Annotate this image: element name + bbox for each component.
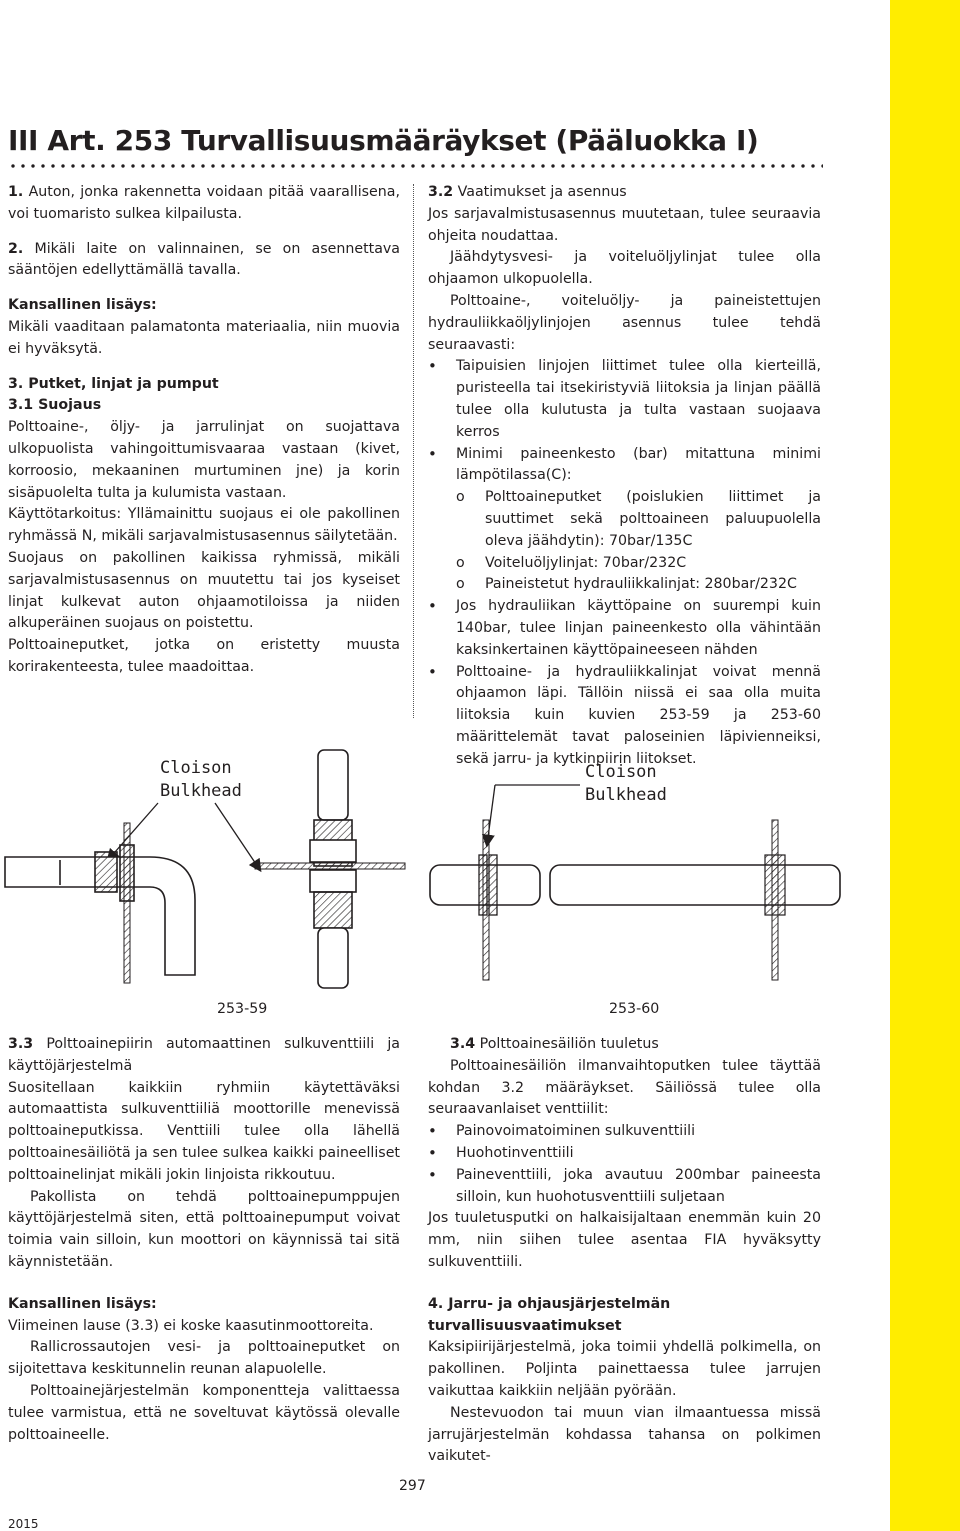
bulkhead-plate — [772, 820, 778, 980]
valve-list — [428, 1121, 821, 1208]
bulkhead-plate — [483, 820, 489, 980]
national-addition-heading: Kansallinen lisäys: — [8, 1295, 157, 1312]
section-3-3-paragraph-2: Pakollista on tehdä polttoainepumppujen käyttöjärjestelmä siten, että polttoainepumput voivat toimia vain silloin, kun moottori on käynnissä tai sitä käynnistetään. — [8, 1188, 400, 1270]
left-column-bottom — [8, 1034, 400, 1446]
left-column-top — [8, 182, 400, 679]
column-divider — [413, 184, 414, 718]
section-3-1-number: 3.1 — [8, 397, 34, 414]
section-3-1-paragraph-3: Suojaus on pakollinen kaikissa ryhmissä, mikäli sarjavalmistusasennus on muutettu tai jos kyseiset linjat kulkevat auton ohjaamotiloissa ja niiden alkuperäinen suojaus on poistettu. — [8, 549, 400, 632]
section-3-4-title: Polttoainesäiliön tuuletus — [479, 1036, 659, 1052]
right-column-top — [428, 182, 821, 771]
label-arrow — [215, 803, 260, 870]
figure-253-60 — [425, 745, 885, 995]
section-3-1-paragraph-1: Polttoaine-, öljy- ja jarrulinjat on suojattava ulkopuolista vahingoittumisvaaraa vastaan (kivet, korroosio, mekaaninen murtuminen jne) ja korin sisäpuolelta tulta ja kulumista vastaan. — [8, 419, 400, 501]
right-column-bottom — [428, 1034, 821, 1468]
figure-number: 253-59 — [217, 1001, 268, 1017]
section-3-1-title: Suojaus — [38, 397, 102, 414]
section-3-1-paragraph-2: Käyttötarkoitus: Yllämainittu suojaus ei ole pakollinen ryhmässä N, mikäli sarjavalmistusasennus säilytetään. — [8, 506, 400, 545]
list-item-text: Minimi paineenkesto (bar) mitattuna minimi lämpötilassa(C): — [456, 445, 821, 484]
section-3-1-paragraph-4: Polttoaineputket, jotka on eristetty muusta korirakenteesta, tulee maadoittaa. — [8, 637, 400, 675]
paragraph-2-text: Mikäli laite on valinnainen, se on asennettava sääntöjen edellyttämällä tavalla. — [8, 240, 400, 279]
national-addition-text: Mikäli vaaditaan palamatonta materiaalia, niin muovia ei hyväksytä. — [8, 318, 400, 357]
sublist-item: o Voiteluöljylinjat: 70bar/232C — [456, 553, 821, 575]
section-3-1-heading — [8, 395, 400, 417]
edition-year: 2015 — [8, 1517, 39, 1531]
list-item: • Polttoaine- ja hydrauliikkalinjat voivat mennä ohjaamon läpi. Tällöin niissä ei saa olla muita liitoksia kuin kuvien 253-59 ja 253-60 määrittelemät tavat paloseinien läpivienneiksi, sekä jarru- ja kytkinpiirin liitokset. — [428, 662, 821, 771]
section-3-3-paragraph-1: Suositellaan kaikkiin ryhmiin käytettäväksi automaattista sulkuventtiiliä moottorille menevissä polttoaineputkissa. Venttiili tulee olla lähellä polttoainesäiliötä ja sen tulee sulkea kaikki paineelliset polttoainelinjat mikäli jokin linjoista rikkoutuu. — [8, 1079, 400, 1183]
list-item — [428, 444, 821, 597]
section-4-heading: 4. Jarru- ja ohjausjärjestelmän turvallisuusvaatimukset — [428, 1295, 671, 1334]
national-addition-line-3: Polttoainejärjestelmän komponentteja valittaessa tulee varmistua, että ne soveltuvat käytössä olevalle polttoaineelle. — [8, 1382, 400, 1443]
list-item: • Huohotinventtiili — [428, 1143, 821, 1165]
section-3-4-number: 3.4 — [450, 1036, 476, 1052]
list-item: • Taipuisien linjojen liittimet tulee olla kierteillä, puristeella tai itsekiristyviä liitoksia ja linjan päällä tulee olla kulutusta ja tulta vastaan suojaava kerros — [428, 356, 821, 443]
elbow-fitting — [5, 845, 195, 975]
section-3-2-paragraph-2: Jäähdytysvesi- ja voiteluöljylinjat tulee olla ohjaamon ulkopuolella. — [428, 249, 821, 288]
national-addition-line-2: Rallicrossautojen vesi- ja polttoaineputket on sijoitettava keskitunnelin reunan alapuolelle. — [8, 1339, 400, 1378]
section-3-3-title: Polttoainepiirin automaattinen sulkuventtiili ja käyttöjärjestelmä — [8, 1036, 400, 1074]
section-3-3-number: 3.3 — [8, 1036, 34, 1052]
section-3-4-paragraph-2: Jos tuuletusputki on halkaisijaltaan enemmän kuin 20 mm, niin siihen tulee asentaa FIA hyväksytty sulkuventtiili. — [428, 1210, 821, 1270]
dotted-rule — [8, 163, 823, 169]
national-addition-line-1: Viimeinen lause (3.3) ei koske kaasutinmoottoreita. — [8, 1317, 374, 1334]
section-3-4-paragraph-1: Polttoainesäiliön ilmanvaihtoputken tulee täyttää kohdan 3.2 määräykset. Säiliössä tulee olla seuraavanlaiset venttiilit: — [428, 1057, 821, 1118]
list-item: • Paineventtiili, joka avautuu 200mbar paineesta silloin, kun huohotusventtiili suljetaan — [428, 1165, 821, 1209]
bulkhead-plate — [255, 863, 405, 869]
section-4-paragraph-1: Kaksipiirijärjestelmä, joka toimii yhdellä polkimella, on pakollinen. Poljinta painettaessa tulee jarrujen vaikuttaa kaikkiin neljään pyörään. — [428, 1339, 821, 1399]
section-3-heading: 3. Putket, linjat ja pumput — [8, 375, 219, 392]
section-3-3-heading — [8, 1034, 400, 1078]
requirements-list — [428, 356, 821, 770]
figure-label-line2: Bulkhead — [585, 785, 667, 805]
figure-label-line2: Bulkhead — [160, 781, 242, 801]
sublist-item: o Polttoaineputket (poislukien liittimet ja suuttimet sekä polttoaineen paluupuolella oleva jäähdytin): 70bar/135C — [456, 487, 821, 552]
paragraph-1-text: Auton, jonka rakennetta voidaan pitää vaarallisena, voi tuomaristo sulkea kilpailusta. — [8, 184, 400, 222]
national-addition-heading: Kansallinen lisäys: — [8, 297, 157, 314]
section-3-4-heading — [428, 1034, 821, 1056]
paragraph-1 — [8, 182, 400, 226]
sublist-item: o Paineistetut hydrauliikkalinjat: 280bar/232C — [456, 574, 821, 596]
paragraph-2 — [8, 239, 400, 283]
page-number: 297 — [399, 1478, 426, 1494]
yellow-side-bar — [890, 0, 960, 1531]
section-3-2-title: Vaatimukset ja asennus — [457, 184, 627, 200]
section-3-2-heading — [428, 182, 821, 204]
section-4-paragraph-2: Nestevuodon tai muun vian ilmaantuessa missä jarrujärjestelmän kohdassa tahansa on polkimen vaikutet- — [428, 1404, 821, 1465]
figure-number: 253-60 — [609, 1001, 660, 1017]
bulkhead-plate — [124, 823, 130, 983]
section-3-2-number: 3.2 — [428, 184, 454, 200]
list-item: • Painovoimatoiminen sulkuventtiili — [428, 1121, 821, 1143]
figure-253-59 — [0, 745, 420, 995]
figure-label-line1: Cloison — [160, 758, 232, 778]
section-3-2-paragraph-3: Polttoaine-, voiteluöljy- ja paineistettujen hydrauliikkaöljylinjojen asennus tulee tehdä seuraavasti: — [428, 292, 821, 353]
figure-label-line1: Cloison — [585, 762, 657, 782]
page-title: III Art. 253 Turvallisuusmääräykset (Pääluokka I) — [8, 124, 759, 157]
pressure-sublist — [456, 487, 821, 596]
paragraph-1-number: 1. — [8, 184, 24, 200]
list-item: • Jos hydrauliikan käyttöpaine on suurempi kuin 140bar, tulee linjan paineenkesto olla vähintään kaksinkertainen käyttöpaineeseen nähden — [428, 596, 821, 661]
paragraph-2-number: 2. — [8, 240, 24, 257]
section-3-2-paragraph-1: Jos sarjavalmistusasennus muutetaan, tulee seuraavia ohjeita noudattaa. — [428, 205, 821, 244]
